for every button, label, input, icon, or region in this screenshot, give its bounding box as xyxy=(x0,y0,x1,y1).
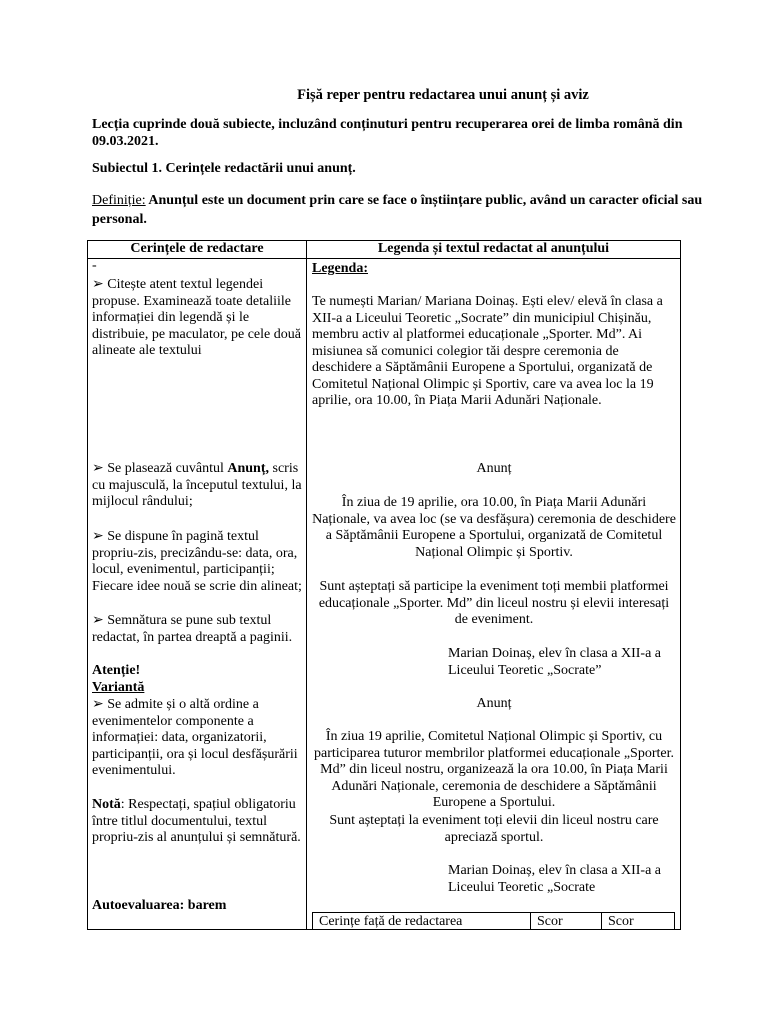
attention-label: Atenție! xyxy=(92,663,141,678)
column-divider xyxy=(306,240,307,930)
subject-heading: Subiectul 1. Cerințele redactării unui anunț. xyxy=(92,161,356,176)
announcement-2-title: Anunț xyxy=(476,696,512,711)
barem-col-requirements: Cerințe față de redactarea xyxy=(319,914,463,929)
requirement-item-4: ➢ Semnătura se pune sub textul redactat, în partea dreaptă a paginii. xyxy=(92,613,293,645)
definition xyxy=(92,191,712,229)
legend-text: Te numești Marian/ Mariana Doinaș. Ești elev/ elevă în clasa a XII-a a Liceului Teoretic „Socrate” din municipiul Chișinău, membru activ al platformei educaționale „Sporter. Md”. Ai misiunea să comunici colegior tăi despre ceremonia de deschidere a Săptămânii Europene a Sportului, organizată de Comitetul Național Olimpic și Sportiv, care va avea loc la 19 aprilie, ora 10.00, în Piața Marii Adunări Naționale. xyxy=(312,294,663,408)
legend-label: Legenda: xyxy=(312,261,368,276)
self-evaluation-heading: Autoevaluarea: barem xyxy=(92,898,227,913)
announcement-1-signature: Marian Doinaș, elev în clasa a XII-a a Liceului Teoretic „Socrate” xyxy=(448,646,662,678)
table-header-right: Legenda și textul redactat al anunțului xyxy=(377,241,610,256)
requirement-item-3: ➢ Se dispune în pagină textul propriu-zis, precizându-se: data, ora, locul, evenimentul, participanții; Fiecare idee nouă se scrie din alineat; xyxy=(92,529,302,594)
announcement-2-signature: Marian Doinaș, elev în clasa a XII-a a Liceului Teoretic „Socrate xyxy=(448,863,662,895)
announcement-1-title: Anunț xyxy=(476,461,512,476)
definition-text: Anunțul este un document prin care se face o înștiințare public, având un caracter oficial sau personal. xyxy=(92,193,703,227)
intro-text: Lecția cuprinde două subiecte, incluzând conținuturi pentru recuperarea orei de limba română din 09.03.2021. xyxy=(92,117,683,149)
announcement-2-paragraph-2: Sunt așteptați la eveniment toți elevii din liceul nostru care apreciază sportul. xyxy=(329,813,659,845)
requirement-item-5: ➢ Se admite și o altă ordine a evenimentelor componente a informației: data, organizatorii, participanții, ora și locul desfășurării evenimentului. xyxy=(92,697,298,778)
barem-col-score-2: Scor xyxy=(608,914,634,929)
page-title: Fișă reper pentru redactarea unui anunț și aviz xyxy=(297,87,589,103)
announcement-1-paragraph-1: În ziua de 19 aprilie, ora 10.00, în Piața Marii Adunări Naționale, va avea loc (se va desfășura) ceremonia de deschidere a Săptămânii Europene a Sportului, organizată de Comitetul Național Olimpic și Sportiv. xyxy=(312,495,676,560)
variant-label: Variantă xyxy=(92,680,145,695)
barem-table xyxy=(312,912,675,930)
note: Notă: Respectați, spațiul obligatoriu între titlul documentului, textul propriu-zis al anunțului și semnătură. xyxy=(92,797,301,845)
requirement-item-2: ➢ Se plasează cuvântul Anunț, scris cu majusculă, la începutul textului, la mijlocul rândului; xyxy=(92,461,302,509)
requirement-item-1: ➢ Citește atent textul legendei propuse. Examinează toate detaliile informației din legendă și le distribuie, pe maculator, pe cele două alineate ale textului xyxy=(92,277,301,358)
barem-divider xyxy=(530,913,531,930)
barem-col-score-1: Scor xyxy=(537,914,563,929)
announcement-2-paragraph-1: În ziua 19 aprilie, Comitetul Național Olimpic și Sportiv, cu participarea tuturor membrilor platformei educaționale „Sporter. Md” din liceul nostru, organizează la ora 10.00, în Piața Marii Adunări Naționale, ceremonia de deschidere a Săptămânii Europene a Sportului. xyxy=(314,729,674,810)
dash-mark: - xyxy=(92,258,97,273)
announcement-1-paragraph-2: Sunt așteptați să participe la eveniment toți membii platformei educaționale „Sporter. Md” din liceul nostru și elevii interesați de eveniment. xyxy=(318,579,670,627)
barem-divider xyxy=(601,913,602,930)
table-header-left: Cerințele de redactare xyxy=(130,241,264,256)
definition-label: Definiție: xyxy=(92,193,146,208)
